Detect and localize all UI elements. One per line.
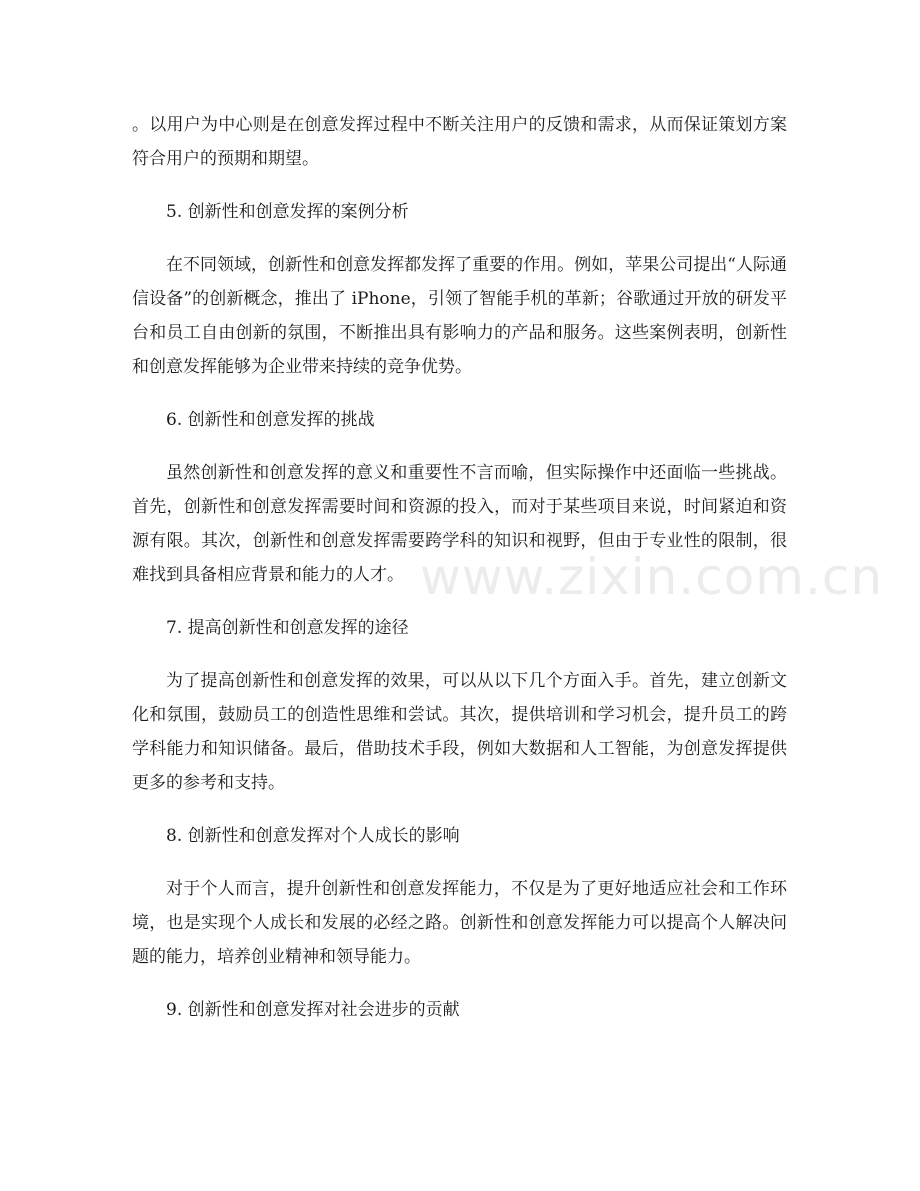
paragraph-personal-growth: 对于个人而言，提升创新性和创意发挥能力，不仅是为了更好地适应社会和工作环境，也是实现个人成长和发展的必经之路。创新性和创意发挥能力可以提高个人解决问题的能力，培养创业精神和领导能力。	[132, 879, 787, 967]
section-heading-6: 6. 创新性和创意发挥的挑战	[166, 410, 375, 430]
section-heading-8: 8. 创新性和创意发挥对个人成长的影响	[166, 826, 460, 846]
section-heading-9: 9. 创新性和创意发挥对社会进步的贡献	[166, 1000, 460, 1020]
document-body	[132, 108, 787, 1046]
watermark-text: www.zixin.com.cn	[420, 548, 884, 606]
paragraph-user-centered-continuation: 。以用户为中心则是在创意发挥过程中不断关注用户的反馈和需求，从而保证策划方案符合用户的预期和期望。	[132, 115, 787, 169]
paragraph-case-analysis: 在不同领域，创新性和创意发挥都发挥了重要的作用。例如，苹果公司提出“人际通信设备”的创新概念，推出了 iPhone，引领了智能手机的革新；谷歌通过开放的研发平台和员工自由创新的氛围，不断推出具有影响力的产品和服务。这些案例表明，创新性和创意发挥能够为企业带来持续的竞争优势。	[132, 255, 787, 377]
paragraph-challenges: 虽然创新性和创意发挥的意义和重要性不言而喻，但实际操作中还面临一些挑战。首先，创新性和创意发挥需要时间和资源的投入，而对于某些项目来说，时间紧迫和资源有限。其次，创新性和创意发挥需要跨学科的知识和视野，但由于专业性的限制，很难找到具备相应背景和能力的人才。	[132, 463, 787, 585]
section-heading-7: 7. 提高创新性和创意发挥的途径	[166, 618, 409, 638]
paragraph-improvement-approaches: 为了提高创新性和创意发挥的效果，可以从以下几个方面入手。首先，建立创新文化和氛围，鼓励员工的创造性思维和尝试。其次，提供培训和学习机会，提升员工的跨学科能力和知识储备。最后，借助技术手段，例如大数据和人工智能，为创意发挥提供更多的参考和支持。	[132, 671, 787, 793]
section-heading-5: 5. 创新性和创意发挥的案例分析	[166, 202, 409, 222]
